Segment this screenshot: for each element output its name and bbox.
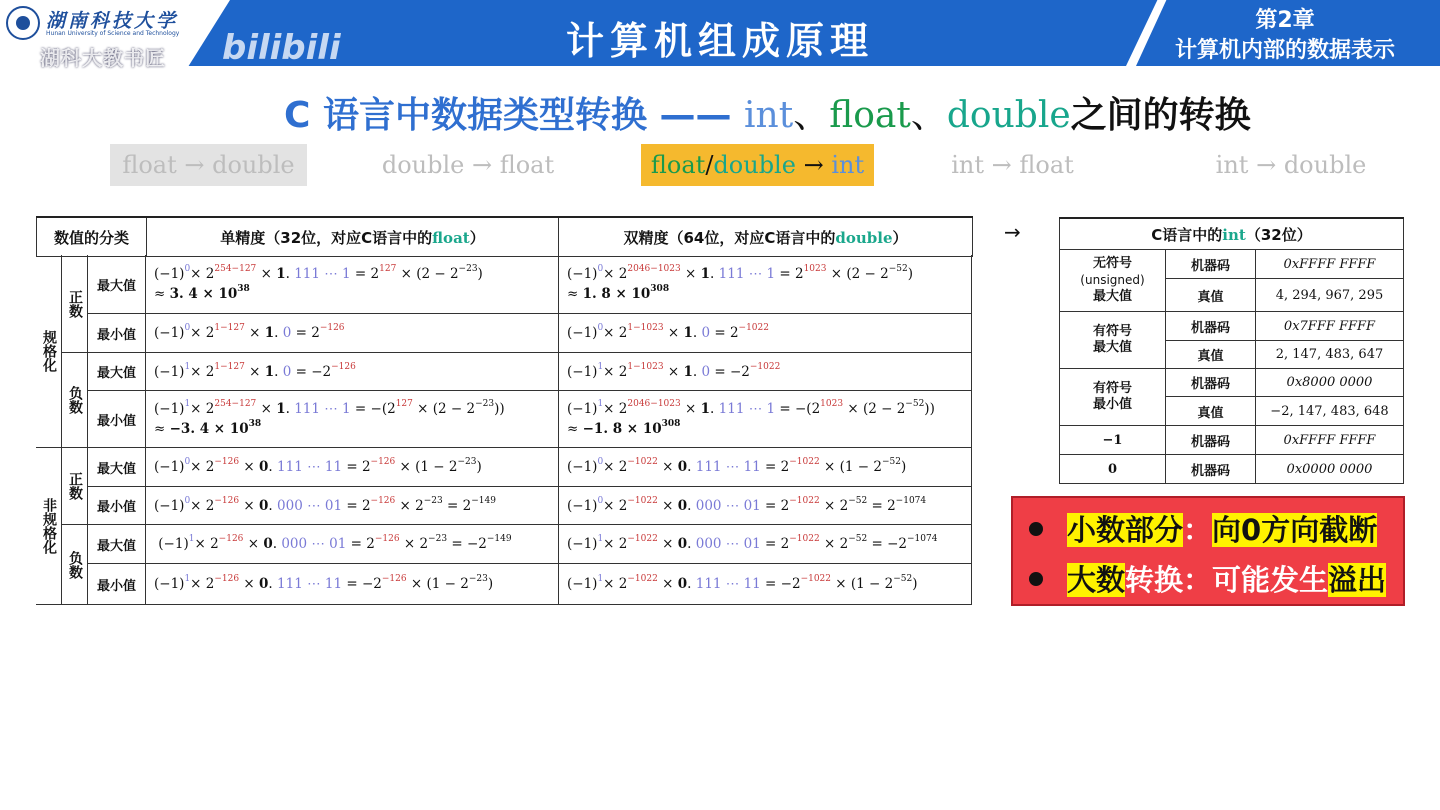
rule2-value: 溢出	[1328, 563, 1387, 597]
rule1-colon: ：	[1183, 513, 1213, 547]
sign-negative-label: 负数	[67, 386, 83, 414]
label-min: 最小值	[88, 314, 146, 353]
true-value-label: 真值	[1166, 279, 1256, 312]
cat-normalized	[36, 255, 62, 448]
double-norm-pos-min: $(-1)^0\times 2^{1-1023} \times 1$. $0 = 2^{-1022}$	[559, 314, 972, 353]
machine-code-label: 机器码	[1166, 455, 1256, 484]
header-double-prefix: 双精度（64位，对应C语言中的	[623, 228, 836, 247]
title-tail: 之间的转换	[1070, 95, 1251, 136]
tab-float-double-to-int[interactable]	[641, 144, 874, 186]
double-denorm-neg-max: $(-1)^1\times 2^{-1022} \times 0$. 000 ⋯ $01 = 2^{-1022} \times 2^{-52} = -2^{-1074}$	[559, 525, 972, 564]
title-dash: ——	[646, 95, 745, 136]
int-title-suffix: （32位）	[1245, 225, 1312, 244]
sign-positive-label: 正数	[67, 472, 83, 500]
signed-min-line2: 最小值	[1092, 397, 1132, 412]
neg-one-code: 0xFFFF FFFF	[1256, 426, 1404, 455]
sign-negative-norm	[62, 353, 88, 448]
title-sep1: 、	[793, 95, 830, 136]
signed-max-label	[1060, 312, 1166, 369]
label-min: 最小值	[88, 391, 146, 448]
signed-min-value: −2, 147, 483, 648	[1256, 397, 1404, 426]
table-row	[1060, 369, 1404, 397]
tab3-arrow: →	[795, 151, 832, 179]
unsigned-max-label	[1060, 250, 1166, 312]
signed-min-line1: 有符号	[1092, 381, 1132, 396]
double-norm-neg-min: $(-1)^1\times 2^{2046-1023} \times 1$. 111 ⋯ $1 = -(2^{1023} \times (2 - 2^{-52}))$ ≈ −1. $8 \times 10^{308}$	[559, 391, 972, 448]
tab3-double: double	[713, 151, 796, 179]
label-max: 最大值	[88, 353, 146, 391]
header-single-prefix: 单精度（32位，对应C语言中的	[220, 228, 433, 247]
single-norm-neg-min: $(-1)^1\times 2^{254-127} \times 1$. 111 ⋯ $1 = -(2^{127} \times (2 - 2^{-23}))$ ≈ −3. $4 \times 10^{38}$	[146, 391, 559, 448]
title-float: float	[829, 95, 911, 136]
header-double-type: double	[835, 228, 893, 247]
cat-denormalized-label: 非规格化	[41, 498, 57, 554]
tab3-int: int	[831, 151, 865, 179]
tab3-float: float	[650, 151, 706, 179]
label-max: 最大值	[88, 525, 146, 564]
signed-max-code: 0x7FFF FFFF	[1256, 312, 1404, 341]
chapter-number: 第2章	[1255, 8, 1315, 33]
bullet-icon	[1029, 522, 1043, 536]
title-int: int	[744, 95, 794, 136]
tab-int-to-double[interactable]: int → double	[1215, 151, 1367, 179]
single-denorm-pos-min: $(-1)^0\times 2^{-126} \times 0$. 000 ⋯ $01 = 2^{-126} \times 2^{-23} = 2^{-149}$	[146, 487, 559, 525]
header-double-suffix: ）	[892, 228, 908, 247]
signed-min-code: 0x8000 0000	[1256, 369, 1404, 397]
watermark-brand: bilibili	[222, 28, 341, 68]
label-min: 最小值	[88, 564, 146, 605]
tab-double-to-float[interactable]: double → float	[381, 151, 555, 179]
zero-code: 0x0000 0000	[1256, 455, 1404, 484]
double-norm-pos-max: $(-1)^0\times 2^{2046-1023} \times 1$. 111 ⋯ $1 = 2^{1023} \times (2 - 2^{-52})$ ≈ 1. $8 \times 10^{308}$	[559, 255, 972, 314]
title-sep2: 、	[910, 95, 947, 136]
sign-negative-label: 负数	[67, 550, 83, 579]
sign-positive-norm	[62, 255, 88, 353]
table-row	[1060, 312, 1404, 341]
header-single-type: float	[432, 228, 470, 247]
sign-negative-denorm	[62, 525, 88, 605]
double-norm-neg-max: $(-1)^1\times 2^{1-1023} \times 1$. $0 = -2^{-1022}$	[559, 353, 972, 391]
cat-denormalized	[36, 448, 62, 605]
tab-float-to-double[interactable]: float → double	[110, 144, 307, 186]
single-norm-pos-min: $(-1)^0\times 2^{1-127} \times 1$. $0 = 2^{-126}$	[146, 314, 559, 353]
machine-code-label: 机器码	[1166, 250, 1256, 279]
title-main: C 语言中数据类型转换	[284, 95, 647, 136]
title-double: double	[946, 95, 1071, 136]
int-range-table	[1059, 217, 1404, 484]
label-min: 最小值	[88, 487, 146, 525]
table-row	[1060, 455, 1404, 484]
machine-code-label: 机器码	[1166, 426, 1256, 455]
unsigned-max-value: 4, 294, 967, 295	[1256, 279, 1404, 312]
tab-int-to-float[interactable]: int → float	[951, 151, 1074, 179]
conversion-rules-box	[1011, 496, 1405, 606]
single-denorm-neg-max: $(-1)^1\times 2^{-126} \times 0$. 000 ⋯ $01 = 2^{-126} \times 2^{-23} = -2^{-149}$	[146, 525, 559, 564]
header-double	[559, 217, 973, 257]
label-max: 最大值	[88, 448, 146, 487]
watermark-channel: 湖科大教书匠	[40, 46, 166, 70]
rule-fraction-truncate	[1029, 508, 1377, 549]
table-row	[1060, 426, 1404, 455]
signed-max-value: 2, 147, 483, 647	[1256, 341, 1404, 369]
rule-overflow	[1029, 558, 1386, 599]
arrow-icon: →	[1004, 220, 1021, 244]
double-denorm-pos-min: $(-1)^0\times 2^{-1022} \times 0$. 000 ⋯ $01 = 2^{-1022} \times 2^{-52} = 2^{-1074}$	[559, 487, 972, 525]
double-denorm-pos-max: $(-1)^0\times 2^{-1022} \times 0$. 111 ⋯ $11 = 2^{-1022} \times (1 - 2^{-52})$	[559, 448, 972, 487]
course-title: 计算机组成原理	[565, 19, 874, 63]
range-table-body	[36, 255, 972, 605]
unsigned-max-code: 0xFFFF FFFF	[1256, 250, 1404, 279]
unsigned-max-line1: 无符号	[1092, 256, 1132, 271]
signed-min-label	[1060, 369, 1166, 426]
rule2-key: 大数	[1067, 563, 1126, 597]
int-title-prefix: C语言中的	[1151, 225, 1223, 244]
single-denorm-neg-min: $(-1)^1\times 2^{-126} \times 0$. 111 ⋯ $11 = -2^{-126} \times (1 - 2^{-23})$	[146, 564, 559, 605]
rule1-value: 向0方向截断	[1212, 513, 1378, 547]
signed-max-line1: 有符号	[1092, 324, 1132, 339]
neg-one-label: −1	[1060, 426, 1166, 455]
unsigned-max-line3: 最大值	[1092, 289, 1132, 304]
sign-positive-denorm	[62, 448, 88, 525]
table-header-row	[37, 217, 973, 257]
true-value-label: 真值	[1166, 341, 1256, 369]
chapter-subtitle: 计算机内部的数据表示	[1174, 38, 1395, 63]
slide-title	[284, 94, 1251, 138]
unsigned-max-line2: (unsigned)	[1080, 273, 1145, 287]
label-max: 最大值	[88, 255, 146, 314]
int-table-header	[1060, 218, 1404, 250]
signed-max-line2: 最大值	[1092, 340, 1132, 355]
header-category: 数值的分类	[37, 217, 147, 257]
int-title-type: int	[1222, 225, 1246, 244]
rule2-mid: 转换：可能发生	[1125, 563, 1329, 597]
float-double-range-table	[36, 216, 973, 257]
header-single	[147, 217, 559, 257]
header-single-suffix: ）	[469, 228, 485, 247]
table-row	[1060, 250, 1404, 279]
single-norm-neg-max: $(-1)^1\times 2^{1-127} \times 1$. $0 = -2^{-126}$	[146, 353, 559, 391]
cat-normalized-label: 规格化	[41, 330, 57, 372]
university-name-en: Hunan University of Science and Technology	[46, 30, 180, 37]
rule1-key: 小数部分	[1067, 513, 1184, 547]
int-table-title	[1060, 218, 1404, 250]
single-norm-pos-max: $(-1)^0\times 2^{254-127} \times 1$. 111 ⋯ $1 = 2^{127} \times (2 - 2^{-23})$ ≈ 3. $4 \times 10^{38}$	[146, 255, 559, 314]
university-name: 湖南科技大学	[46, 10, 179, 32]
true-value-label: 真值	[1166, 397, 1256, 426]
bullet-icon	[1029, 572, 1043, 586]
tab3-slash: /	[705, 151, 714, 179]
machine-code-label: 机器码	[1166, 369, 1256, 397]
double-denorm-neg-min: $(-1)^1\times 2^{-1022} \times 0$. 111 ⋯ $11 = -2^{-1022} \times (1 - 2^{-52})$	[559, 564, 972, 605]
sign-positive-label: 正数	[67, 289, 83, 318]
single-denorm-pos-max: $(-1)^0\times 2^{-126} \times 0$. 111 ⋯ $11 = 2^{-126} \times (1 - 2^{-23})$	[146, 448, 559, 487]
zero-label: 0	[1060, 455, 1166, 484]
machine-code-label: 机器码	[1166, 312, 1256, 341]
